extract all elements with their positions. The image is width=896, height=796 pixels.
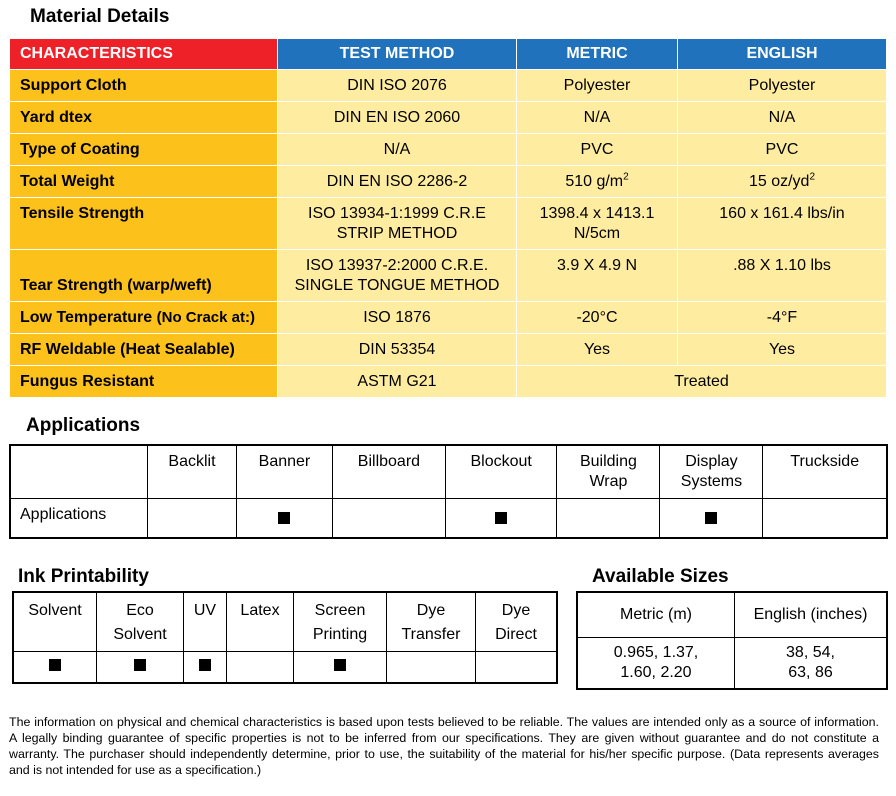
- checked-square-icon: [49, 659, 61, 671]
- table-row: [10, 102, 887, 134]
- merged-value: Treated: [517, 366, 887, 398]
- checked-square-icon: [334, 659, 346, 671]
- ink-printability-table: [12, 591, 558, 684]
- material-details-table: [9, 38, 887, 398]
- empty-header-cell: [10, 445, 148, 499]
- english-value: -4°F: [678, 302, 887, 334]
- row-label: Tensile Strength: [10, 198, 278, 250]
- application-cell: [236, 499, 332, 539]
- table-row: [10, 302, 887, 334]
- english-value: Yes: [678, 334, 887, 366]
- application-cell: [445, 499, 557, 539]
- header-test-method: TEST METHOD: [278, 39, 517, 70]
- test-method-value: ASTM G21: [278, 366, 517, 398]
- row-label: RF Weldable (Heat Sealable): [10, 334, 278, 366]
- test-method-value: DIN 53354: [278, 334, 517, 366]
- header-english: ENGLISH: [678, 39, 887, 70]
- checked-square-icon: [134, 659, 146, 671]
- ink-cell: [387, 652, 476, 684]
- disclaimer-text: The information on physical and chemical characteristics is based upon tests believed to be reliable. The values are intended only as a source of information. A legally binding guarantee of specific properties is not to be inferred from our specifications. They are given without guarantee and do not constitute a warranty. The purchaser should independently determine, prior to use, the suitability of the material for his/her specific purpose. (Data represents averages and is not intended for use as a specification.): [9, 715, 879, 777]
- english-sizes: 38, 54, 63, 86: [735, 638, 888, 690]
- row-label: Fungus Resistant: [10, 366, 278, 398]
- row-label: Low Temperature (No Crack at:): [10, 302, 278, 334]
- column-header: Dye Direct: [476, 592, 558, 652]
- row-label: Type of Coating: [10, 134, 278, 166]
- test-method-value: DIN EN ISO 2060: [278, 102, 517, 134]
- column-header: Truckside: [763, 445, 887, 499]
- english-value: 160 x 161.4 lbs/in: [678, 198, 887, 250]
- table-row: [10, 134, 887, 166]
- column-header: Building Wrap: [557, 445, 660, 499]
- row-label: Applications: [10, 499, 148, 539]
- test-method-value: ISO 13934-1:1999 C.R.E STRIP METHOD: [278, 198, 517, 250]
- header-metric: METRIC: [517, 39, 678, 70]
- metric-value: 1398.4 x 1413.1 N/5cm: [517, 198, 678, 250]
- ink-cell: [184, 652, 227, 684]
- table-row: [10, 334, 887, 366]
- applications-table: [9, 444, 888, 539]
- header-characteristics: CHARACTERISTICS: [10, 39, 278, 70]
- test-method-value: ISO 13937-2:2000 C.R.E. SINGLE TONGUE METHOD: [278, 250, 517, 302]
- english-value: Polyester: [678, 70, 887, 102]
- metric-value: -20°C: [517, 302, 678, 334]
- ink-printability-title: Ink Printability: [18, 566, 149, 587]
- checked-square-icon: [278, 512, 290, 524]
- column-header: Backlit: [148, 445, 237, 499]
- english-value: N/A: [678, 102, 887, 134]
- table-row: [10, 70, 887, 102]
- applications-title: Applications: [26, 415, 141, 436]
- metric-value: Yes: [517, 334, 678, 366]
- ink-cell: [97, 652, 184, 684]
- available-sizes-table: [576, 591, 888, 690]
- row-label: Support Cloth: [10, 70, 278, 102]
- metric-value: 3.9 X 4.9 N: [517, 250, 678, 302]
- material-details-title: Material Details: [30, 6, 170, 27]
- column-header: UV: [184, 592, 227, 652]
- test-method-value: ISO 1876: [278, 302, 517, 334]
- row-label: Tear Strength (warp/weft): [10, 250, 278, 302]
- english-value: .88 X 1.10 lbs: [678, 250, 887, 302]
- column-header: English (inches): [735, 592, 888, 638]
- column-header: Solvent: [13, 592, 97, 652]
- ink-cell: [294, 652, 387, 684]
- application-cell: [332, 499, 445, 539]
- test-method-value: DIN ISO 2076: [278, 70, 517, 102]
- english-value: PVC: [678, 134, 887, 166]
- column-header: Latex: [227, 592, 294, 652]
- table-row: [10, 166, 887, 198]
- column-header: Blockout: [445, 445, 557, 499]
- test-method-value: DIN EN ISO 2286-2: [278, 166, 517, 198]
- column-header: Billboard: [332, 445, 445, 499]
- metric-value: 510 $g/m^2$: [517, 166, 678, 198]
- checked-square-icon: [495, 512, 507, 524]
- row-label: Total Weight: [10, 166, 278, 198]
- table-row: [10, 366, 887, 398]
- checked-square-icon: [705, 512, 717, 524]
- ink-cell: [13, 652, 97, 684]
- ink-cell: [227, 652, 294, 684]
- column-header: Eco Solvent: [97, 592, 184, 652]
- test-method-value: N/A: [278, 134, 517, 166]
- column-header: Metric (m): [577, 592, 735, 638]
- metric-value: N/A: [517, 102, 678, 134]
- application-cell: [557, 499, 660, 539]
- available-sizes-title: Available Sizes: [592, 566, 729, 587]
- metric-value: PVC: [517, 134, 678, 166]
- metric-sizes: 0.965, 1.37, 1.60, 2.20: [577, 638, 735, 690]
- ink-cell: [476, 652, 558, 684]
- application-cell: [660, 499, 763, 539]
- application-cell: [148, 499, 237, 539]
- column-header: Screen Printing: [294, 592, 387, 652]
- metric-value: Polyester: [517, 70, 678, 102]
- row-label: Yard dtex: [10, 102, 278, 134]
- column-header: Dye Transfer: [387, 592, 476, 652]
- column-header: Banner: [236, 445, 332, 499]
- column-header: Display Systems: [660, 445, 763, 499]
- checked-square-icon: [199, 659, 211, 671]
- table-row: [10, 250, 887, 302]
- application-cell: [763, 499, 887, 539]
- english-value: 15 $oz/yd^2$: [678, 166, 887, 198]
- table-row: [10, 198, 887, 250]
